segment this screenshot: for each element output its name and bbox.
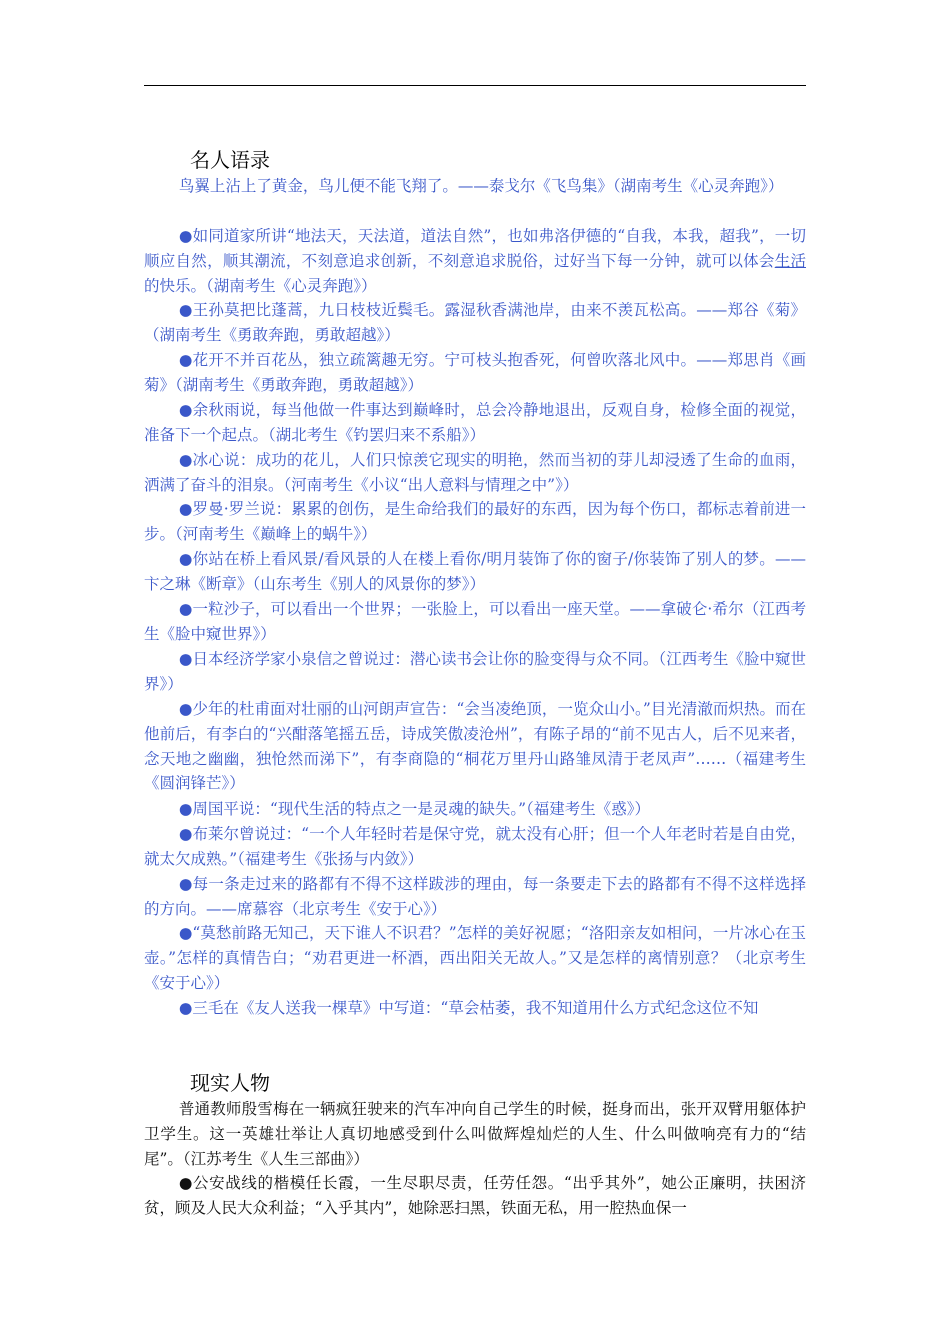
quote-text: 每一条走过来的路都有不得不这样跋涉的理由，每一条要走下去的路都有不得不这样选择的方向。——席慕容（北京考生《安于心》） bbox=[144, 875, 806, 918]
quote-paragraph bbox=[144, 224, 806, 298]
quote-paragraph bbox=[144, 497, 806, 547]
quote-text: 罗曼·罗兰说：累累的创伤，是生命给我们的最好的东西，因为每个伤口，都标志着前进一步。（河南考生《巅峰上的蜗牛》） bbox=[144, 500, 806, 543]
header-rule bbox=[144, 85, 806, 86]
quote-paragraph bbox=[144, 597, 806, 647]
quote-text: 三毛在《友人送我一棵草》中写道：“草会枯萎，我不知道用什么方式纪念这位不知 bbox=[192, 999, 759, 1017]
bullet-icon: ● bbox=[178, 650, 193, 668]
quote-paragraph bbox=[144, 547, 806, 597]
quote-text: 如同道家所讲“地法天，天法道，道法自然”，也如弗洛伊德的“自我，本我，超我”，一切顺应自然，顺其潮流，不刻意追求创新，不刻意追求脱俗，过好当下每一分钟，就可以体会 bbox=[144, 227, 806, 270]
quote-text: 余秋雨说，每当他做一件事达到巅峰时，总会冷静地退出，反观自身，检修全面的视觉，准备下一个起点。（湖北考生《钓罢归来不系船》） bbox=[144, 401, 806, 444]
quote-text: 鸟翼上沾上了黄金，鸟儿便不能飞翔了。——泰戈尔《飞鸟集》（湖南考生《心灵奔跑》） bbox=[178, 177, 784, 195]
quote-paragraph bbox=[144, 872, 806, 922]
quote-paragraph bbox=[144, 697, 806, 796]
bullet-icon: ● bbox=[178, 550, 193, 568]
bullet-icon: ● bbox=[178, 924, 193, 942]
quote-paragraph bbox=[144, 398, 806, 448]
quote-text: 花开不并百花丛，独立疏篱趣无穷。宁可枝头抱香死，何曾吹落北风中。——郑思肖《画菊》（湖南考生《勇敢奔跑，勇敢超越》） bbox=[144, 351, 806, 394]
bullet-icon: ● bbox=[178, 1174, 194, 1192]
person-paragraph bbox=[144, 1097, 806, 1171]
person-text: 公安战线的楷模任长霞，一生尽职尽责，任劳任怨。“出乎其外”，她公正廉明，扶困济贫，顾及人民大众利益；“入乎其内”，她除恶扫黑，铁面无私，用一腔热血保一 bbox=[144, 1174, 806, 1217]
quote-text: 日本经济学家小泉信之曾说过：潜心读书会让你的脸变得与众不同。（江西考生《脸中窥世界》） bbox=[144, 650, 806, 693]
bullet-icon: ● bbox=[178, 800, 193, 818]
person-paragraph bbox=[144, 1171, 806, 1221]
quote-paragraph bbox=[144, 797, 806, 822]
quote-text-tail: 的快乐。（湖南考生《心灵奔跑》） bbox=[144, 276, 377, 295]
bullet-icon: ● bbox=[178, 401, 193, 419]
bullet-icon: ● bbox=[178, 301, 193, 319]
bullet-icon: ● bbox=[178, 700, 193, 718]
quote-text: 冰心说：成功的花儿，人们只惊羡它现实的明艳，然而当初的芽儿却浸透了生命的血雨，洒满了奋斗的泪泉。（河南考生《小议“出人意料与情理之中”》） bbox=[144, 451, 806, 494]
person-text: 普通教师殷雪梅在一辆疯狂驶来的汽车冲向自己学生的时候，挺身而出，张开双臂用躯体护卫学生。这一英雄壮举让人真切地感受到什么叫做辉煌灿烂的人生、什么叫做响亮有力的“结尾”。（江苏考生《人生三部曲》） bbox=[144, 1100, 806, 1168]
quote-paragraph bbox=[144, 174, 806, 199]
quote-paragraph bbox=[144, 298, 806, 348]
quote-text: 你站在桥上看风景/看风景的人在楼上看你/明月装饰了你的窗子/你装饰了别人的梦。——卞之琳《断章》（山东考生《别人的风景你的梦》） bbox=[144, 550, 806, 593]
quote-paragraph bbox=[144, 921, 806, 995]
bullet-icon: ● bbox=[178, 875, 193, 893]
quote-paragraph bbox=[144, 822, 806, 872]
quote-paragraph bbox=[144, 448, 806, 498]
quote-text: 周国平说：“现代生活的特点之一是灵魂的缺失。”（福建考生《惑》） bbox=[192, 800, 651, 818]
bullet-icon: ● bbox=[178, 227, 193, 245]
quote-paragraph bbox=[144, 348, 806, 398]
quote-text: 一粒沙子，可以看出一个世界；一张脸上，可以看出一座天堂。——拿破仑·希尔（江西考生《脸中窥世界》） bbox=[144, 600, 806, 643]
bullet-icon: ● bbox=[178, 999, 193, 1017]
section-heading-people: 现实人物 bbox=[190, 1071, 270, 1095]
quote-paragraph bbox=[144, 996, 806, 1021]
bullet-icon: ● bbox=[178, 600, 193, 618]
quote-text: 王孙莫把比蓬蒿，九日枝枝近鬓毛。露湿秋香满池岸，由来不羡瓦松高。——郑谷《菊》（湖南考生《勇敢奔跑，勇敢超越》） bbox=[144, 301, 806, 344]
quote-text: 布莱尔曾说过：“一个人年轻时若是保守党，就太没有心肝；但一个人年老时若是自由党，就太欠成熟。”（福建考生《张扬与内敛》） bbox=[144, 825, 806, 868]
quote-text: 少年的杜甫面对壮丽的山河朗声宣告：“会当凌绝顶，一览众山小。”目光清澈而炽热。而在他前后，有李白的“兴酣落笔摇五岳，诗成笑傲凌沧州”，有陈子昂的“前不见古人，后不见来者，念天地之幽幽，独怆然而涕下”，有李商隐的“桐花万里丹山路雏凤清于老凤声”……（福建考生《圆润锋芒》） bbox=[144, 700, 806, 793]
quote-text: “莫愁前路无知己，天下谁人不识君？”怎样的美好祝愿；“洛阳亲友如相问，一片冰心在玉壶。”怎样的真情告白；“劝君更进一杯酒，西出阳关无故人。”又是怎样的离情别意？（北京考生《安于心》） bbox=[144, 924, 806, 992]
bullet-icon: ● bbox=[178, 451, 193, 469]
bullet-icon: ● bbox=[178, 351, 193, 369]
bullet-icon: ● bbox=[178, 500, 193, 518]
bullet-icon: ● bbox=[178, 825, 193, 843]
section-heading-quotes: 名人语录 bbox=[190, 148, 270, 172]
quote-paragraph bbox=[144, 647, 806, 697]
inline-link[interactable]: 生活 bbox=[774, 251, 806, 270]
